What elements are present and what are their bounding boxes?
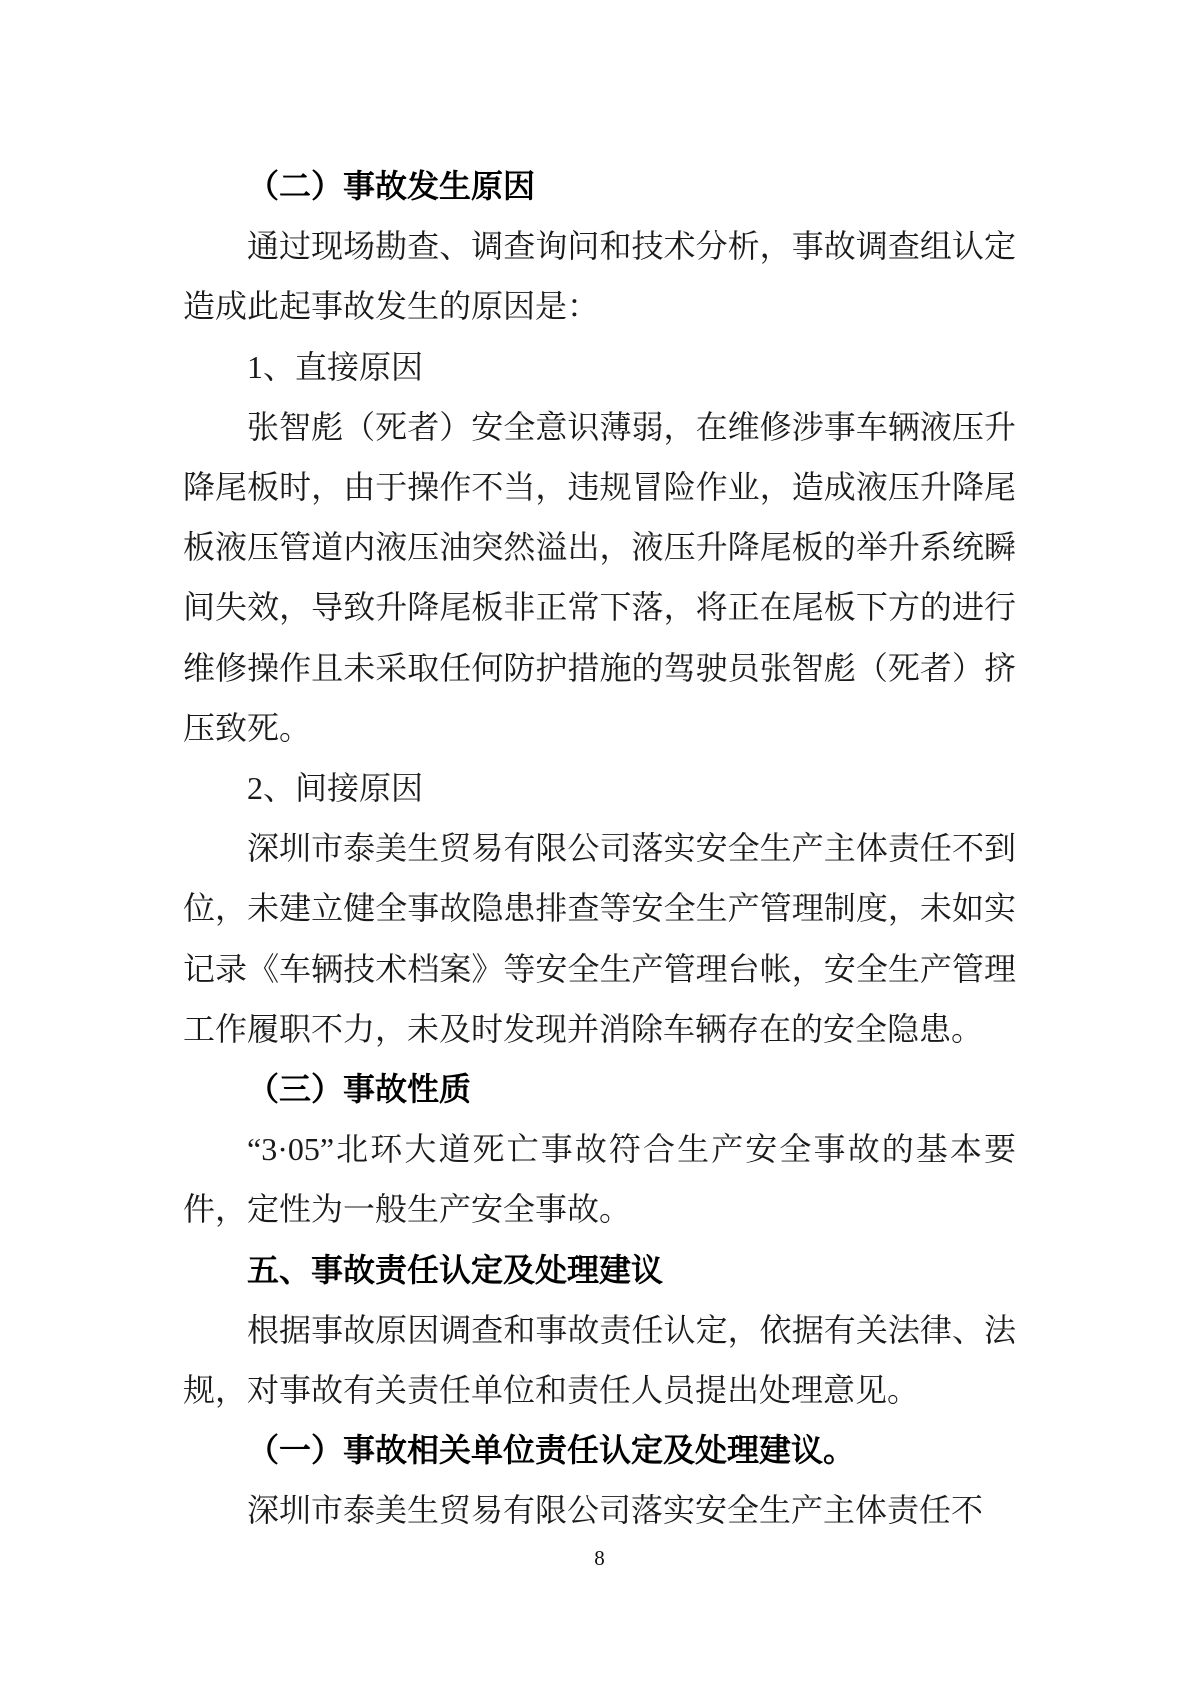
section-heading-unit-responsibility: （一）事故相关单位责任认定及处理建议。 (247, 1432, 856, 1469)
document-content (183, 156, 1016, 1541)
paragraph-nature: “3·05”北环大道死亡事故符合生产安全事故的基本要件，定性为一般生产安全事故。 (183, 1131, 1016, 1228)
paragraph-indirect-cause: 深圳市泰美生贸易有限公司落实安全生产主体责任不到位，未建立健全事故隐患排查等安全生产管理制度，未如实记录《车辆技术档案》等安全生产管理台帐，安全生产管理工作履职不力，未及时发现并消除车辆存在的安全隐患。 (183, 830, 1016, 1047)
paragraph-cause-intro: 通过现场勘查、调查询问和技术分析，事故调查组认定造成此起事故发生的原因是： (183, 228, 1016, 325)
paragraph-responsibility-intro: 根据事故原因调查和事故责任认定，依据有关法律、法规，对事故有关责任单位和责任人员提出处理意见。 (183, 1311, 1016, 1409)
section-heading-cause: （二）事故发生原因 (247, 168, 536, 204)
paragraph-direct-cause-label: 1、直接原因 (247, 348, 424, 385)
chapter-heading-responsibility: 五、事故责任认定及处理建议 (247, 1251, 664, 1288)
section-heading-nature: （三）事故性质 (247, 1071, 472, 1108)
paragraph-direct-cause: 张智彪（死者）安全意识薄弱，在维修涉事车辆液压升降尾板时，由于操作不当，违规冒险作业，造成液压升降尾板液压管道内液压油突然溢出，液压升降尾板的举升系统瞬间失效，导致升降尾板非正常下落，将正在尾板下方的进行维修操作且未采取任何防护措施的驾驶员张智彪（死者）挤压致死。 (183, 408, 1016, 746)
paragraph-indirect-cause-label: 2、间接原因 (247, 770, 424, 807)
page-number: 8 (594, 1546, 605, 1570)
paragraph-unit-responsibility: 深圳市泰美生贸易有限公司落实安全生产主体责任不 (247, 1492, 984, 1529)
